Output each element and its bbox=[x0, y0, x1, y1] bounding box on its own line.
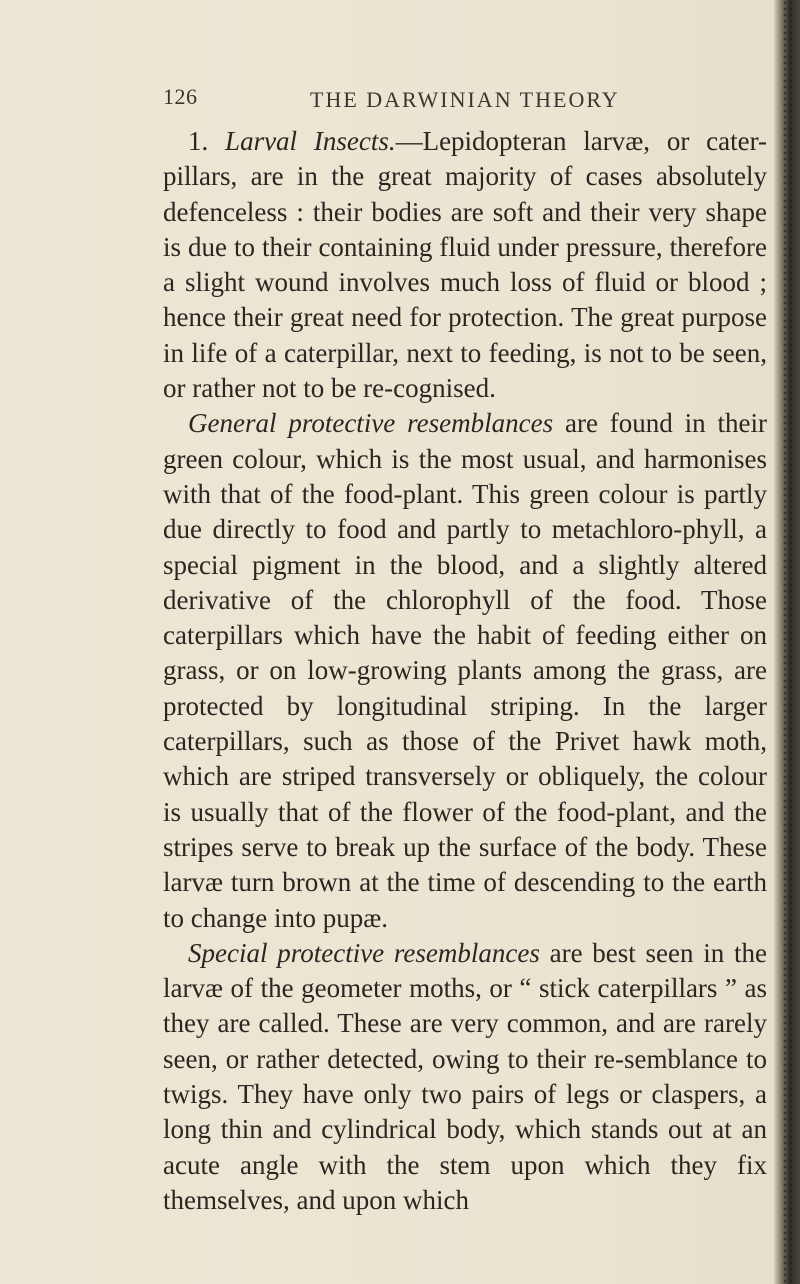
page-header bbox=[0, 84, 780, 124]
page-number: 126 bbox=[163, 84, 198, 109]
binding-texture bbox=[782, 0, 794, 1284]
paragraph-text: are best seen in the larvæ of the geometer moths, or “ stick caterpillars ” as they are called. These are very common, and are rarely seen, or rather detected, owing to their re-semblance to twigs. They have only two pairs of legs or claspers, a long thin and cylindrical body, which stands out at an acute angle with the stem upon which they fix themselves, and upon which bbox=[163, 937, 767, 1215]
italic-term: Special protective resemblances bbox=[188, 937, 540, 968]
paragraph-general-protective bbox=[163, 406, 767, 935]
running-title: THE DARWINIAN THEORY bbox=[310, 87, 620, 112]
body-text bbox=[163, 124, 767, 1218]
italic-term: General protective resemblances bbox=[188, 408, 554, 439]
section-number: 1. bbox=[188, 126, 226, 156]
section-heading: Larval Insects. bbox=[225, 126, 396, 156]
paragraph-text: —Lepidopteran larvæ, or cater-pillars, are in the great majority of cases absolutely defenceless : their bodies are soft and their very shape is due to their containing fluid under pressure, therefore a slight wound involves much loss of fluid or blood ; hence their great need for protection. The great purpose in life of a caterpillar, next to feeding, is not to be seen, or rather not to be re-cognised. bbox=[163, 126, 768, 404]
paragraph-text: are found in their green colour, which is the most usual, and harmonises with that of the food-plant. This green colour is partly due directly to food and partly to metachloro-phyll, a special pigment in the blood, and a slightly altered derivative of the chlorophyll of the food. Those caterpillars which have the habit of feeding either on grass, or on low-growing plants among the grass, are protected by longitudinal striping. In the larger caterpillars, such as those of the Privet hawk moth, which are striped transversely or obliquely, the colour is usually that of the flower of the food-plant, and the stripes serve to break up the surface of the body. These larvæ turn brown at the time of descending to the earth to change into pupæ. bbox=[163, 408, 767, 933]
paragraph-larval-insects bbox=[163, 124, 767, 406]
paragraph-special-protective bbox=[163, 936, 767, 1218]
